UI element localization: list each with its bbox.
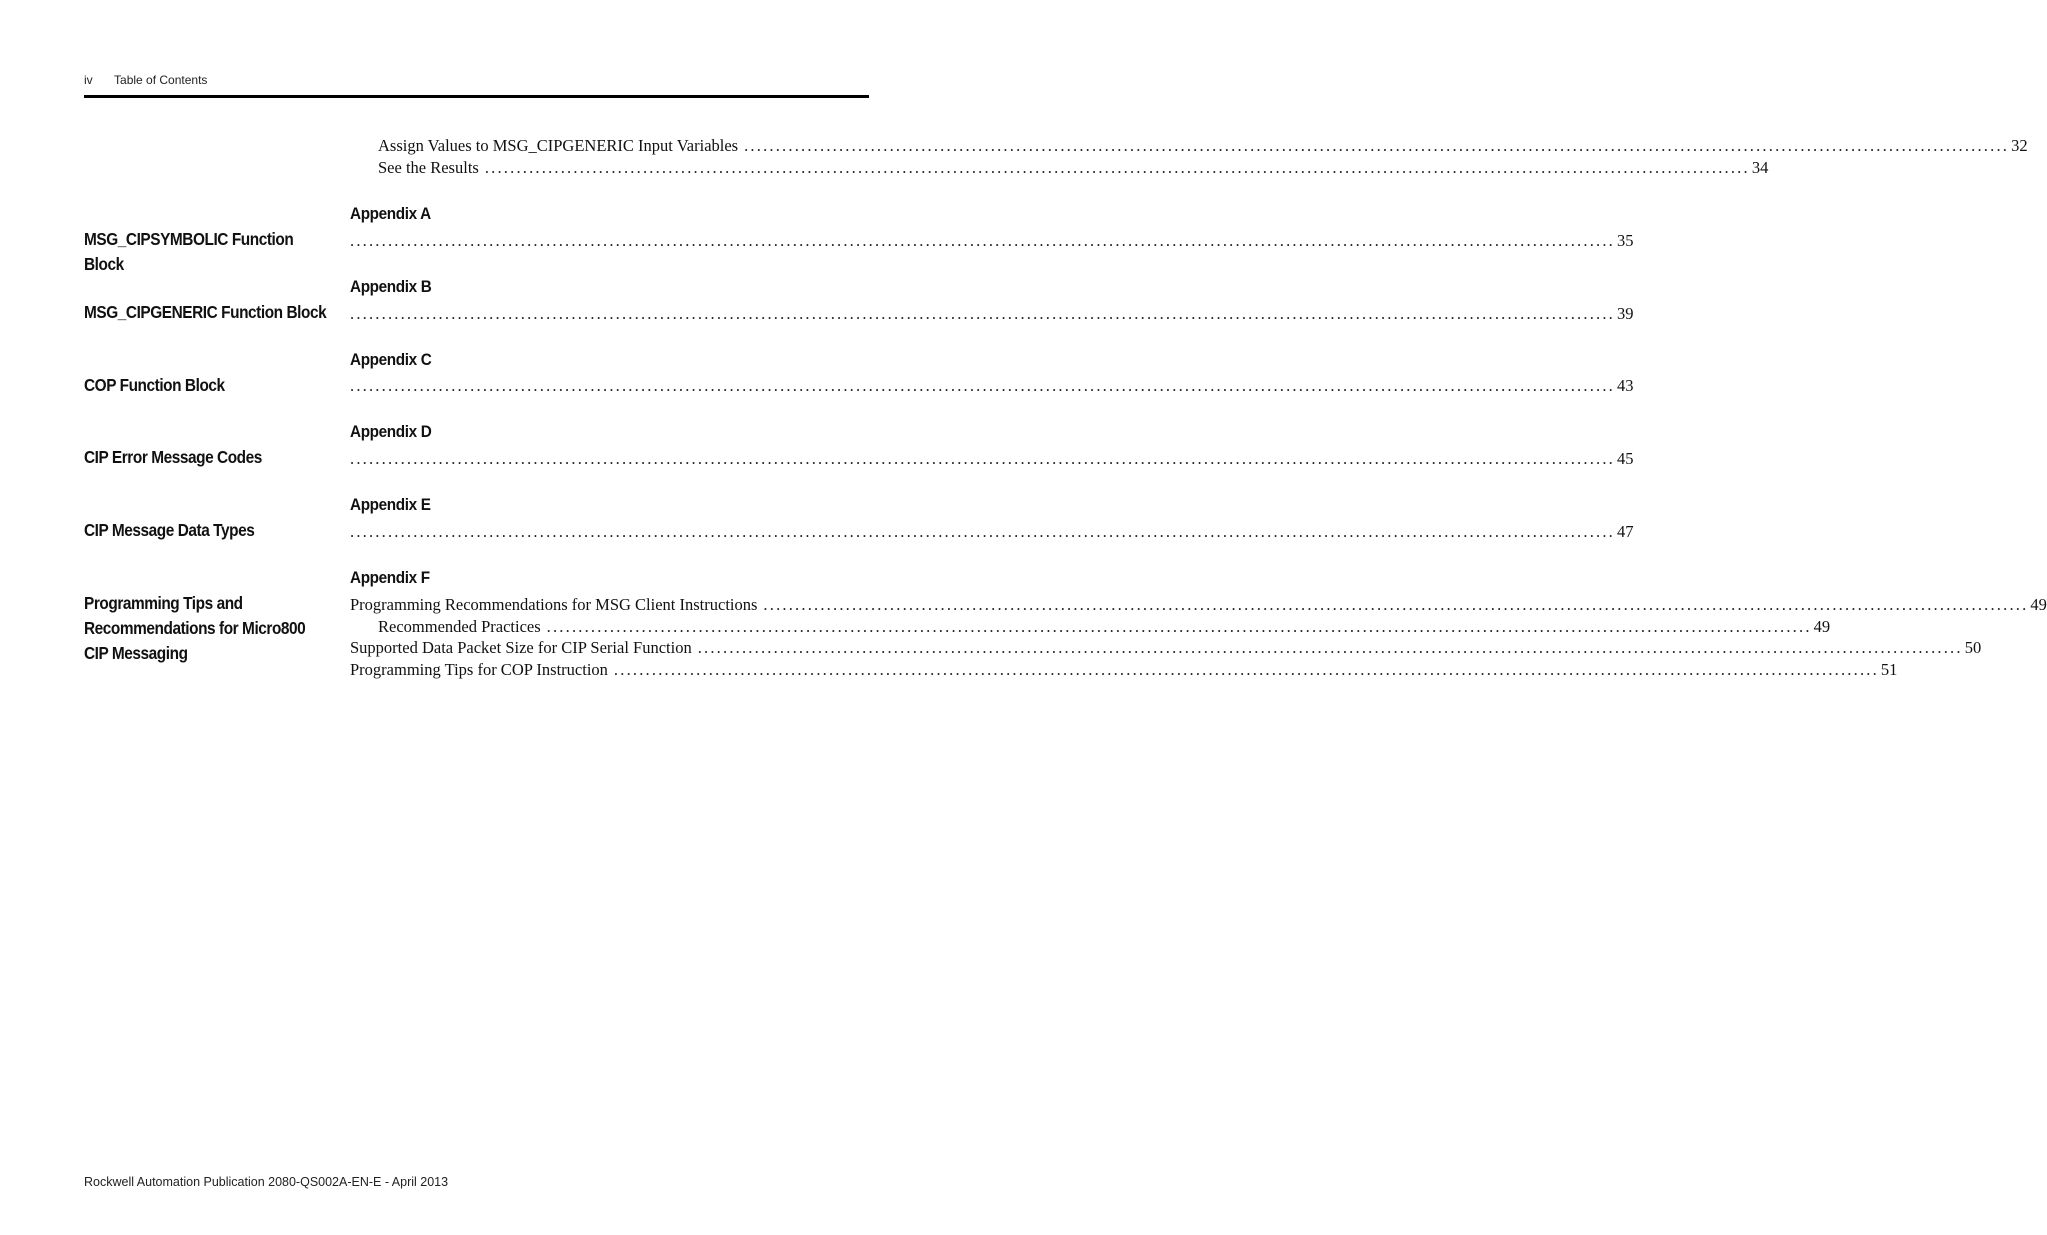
toc-leader-dots: ........................................................................................................................................................................................................ bbox=[350, 231, 1615, 250]
toc-entry-title: Programming Recommendations for MSG Client Instructions bbox=[350, 595, 758, 614]
toc-entry[interactable] bbox=[350, 304, 1634, 323]
toc-leader-dots: ........................................................................................................................................................................................................ bbox=[350, 449, 1615, 468]
toc-leader-dots: ........................................................................................................................................................................................................ bbox=[613, 660, 1879, 679]
toc-leader-dots: ........................................................................................................................................................................................................ bbox=[350, 304, 1615, 323]
appendix-a-title[interactable]: MSG_CIPSYMBOLIC Function Block bbox=[84, 229, 294, 274]
toc-entry[interactable] bbox=[350, 638, 1982, 657]
toc-entry-title: Supported Data Packet Size for CIP Serial Function bbox=[350, 638, 692, 657]
header-label: Table of Contents bbox=[114, 73, 208, 87]
toc-entry-page: 51 bbox=[1880, 660, 1898, 679]
toc-entry[interactable] bbox=[378, 617, 1831, 636]
toc-entry-page: 49 bbox=[1813, 617, 1831, 636]
toc-leader-dots: ........................................................................................................................................................................................................ bbox=[744, 136, 2010, 155]
header-page-number: iv bbox=[84, 73, 93, 87]
toc-leader-dots: ........................................................................................................................................................................................................ bbox=[484, 158, 1750, 177]
header-rule bbox=[84, 95, 869, 98]
toc-entry-title: See the Results bbox=[378, 158, 479, 177]
toc-entry-title: Assign Values to MSG_CIPGENERIC Input Variables bbox=[378, 136, 739, 155]
toc-leader-dots: ........................................................................................................................................................................................................ bbox=[546, 617, 1812, 636]
toc-entry[interactable] bbox=[350, 376, 1634, 395]
toc-entry-page: 47 bbox=[1617, 522, 1634, 541]
toc-entry-page: 49 bbox=[2030, 595, 2047, 614]
appendix-e-label: Appendix E bbox=[350, 495, 431, 514]
appendix-f-title[interactable]: Programming Tips and Recommendations for Micro800 CIP Messaging bbox=[84, 593, 306, 663]
appendix-b-label: Appendix B bbox=[350, 277, 432, 296]
toc-leader-dots: ........................................................................................................................................................................................................ bbox=[697, 638, 1963, 657]
toc-entry-page: 45 bbox=[1617, 449, 1634, 468]
toc-entry[interactable] bbox=[350, 660, 1898, 679]
toc-leader-dots: ........................................................................................................................................................................................................ bbox=[763, 595, 2029, 614]
footer-publication: Rockwell Automation Publication 2080-QS002A-EN-E - April 2013 bbox=[84, 1175, 449, 1189]
toc-entry[interactable] bbox=[350, 449, 1634, 468]
appendix-b-title[interactable]: MSG_CIPGENERIC Function Block bbox=[84, 302, 327, 322]
toc-leader-dots: ........................................................................................................................................................................................................ bbox=[350, 376, 1615, 395]
toc-entry[interactable] bbox=[378, 158, 1769, 177]
appendix-f-label: Appendix F bbox=[350, 568, 430, 587]
appendix-e-title[interactable]: CIP Message Data Types bbox=[84, 520, 255, 540]
appendix-d-title[interactable]: CIP Error Message Codes bbox=[84, 447, 262, 467]
toc-entry[interactable] bbox=[350, 231, 1634, 250]
toc-entry[interactable] bbox=[350, 522, 1634, 541]
toc-entry-page: 43 bbox=[1617, 376, 1634, 395]
toc-entry-page: 35 bbox=[1617, 231, 1634, 250]
toc-leader-dots: ........................................................................................................................................................................................................ bbox=[350, 522, 1615, 541]
toc-entry-page: 32 bbox=[2011, 136, 2028, 155]
toc-entry-page: 39 bbox=[1617, 304, 1634, 323]
appendix-d-label: Appendix D bbox=[350, 422, 432, 441]
running-header bbox=[84, 73, 207, 87]
toc-entry[interactable] bbox=[350, 595, 2047, 614]
toc-entry[interactable] bbox=[378, 136, 2028, 155]
toc-entry-page: 50 bbox=[1964, 638, 1982, 657]
toc-entry-title: Programming Tips for COP Instruction bbox=[350, 660, 608, 679]
appendix-c-label: Appendix C bbox=[350, 350, 432, 369]
toc-entry-page: 34 bbox=[1751, 158, 1769, 177]
toc-entry-title: Recommended Practices bbox=[378, 617, 541, 636]
appendix-c-title[interactable]: COP Function Block bbox=[84, 375, 225, 395]
appendix-a-label: Appendix A bbox=[350, 204, 431, 223]
